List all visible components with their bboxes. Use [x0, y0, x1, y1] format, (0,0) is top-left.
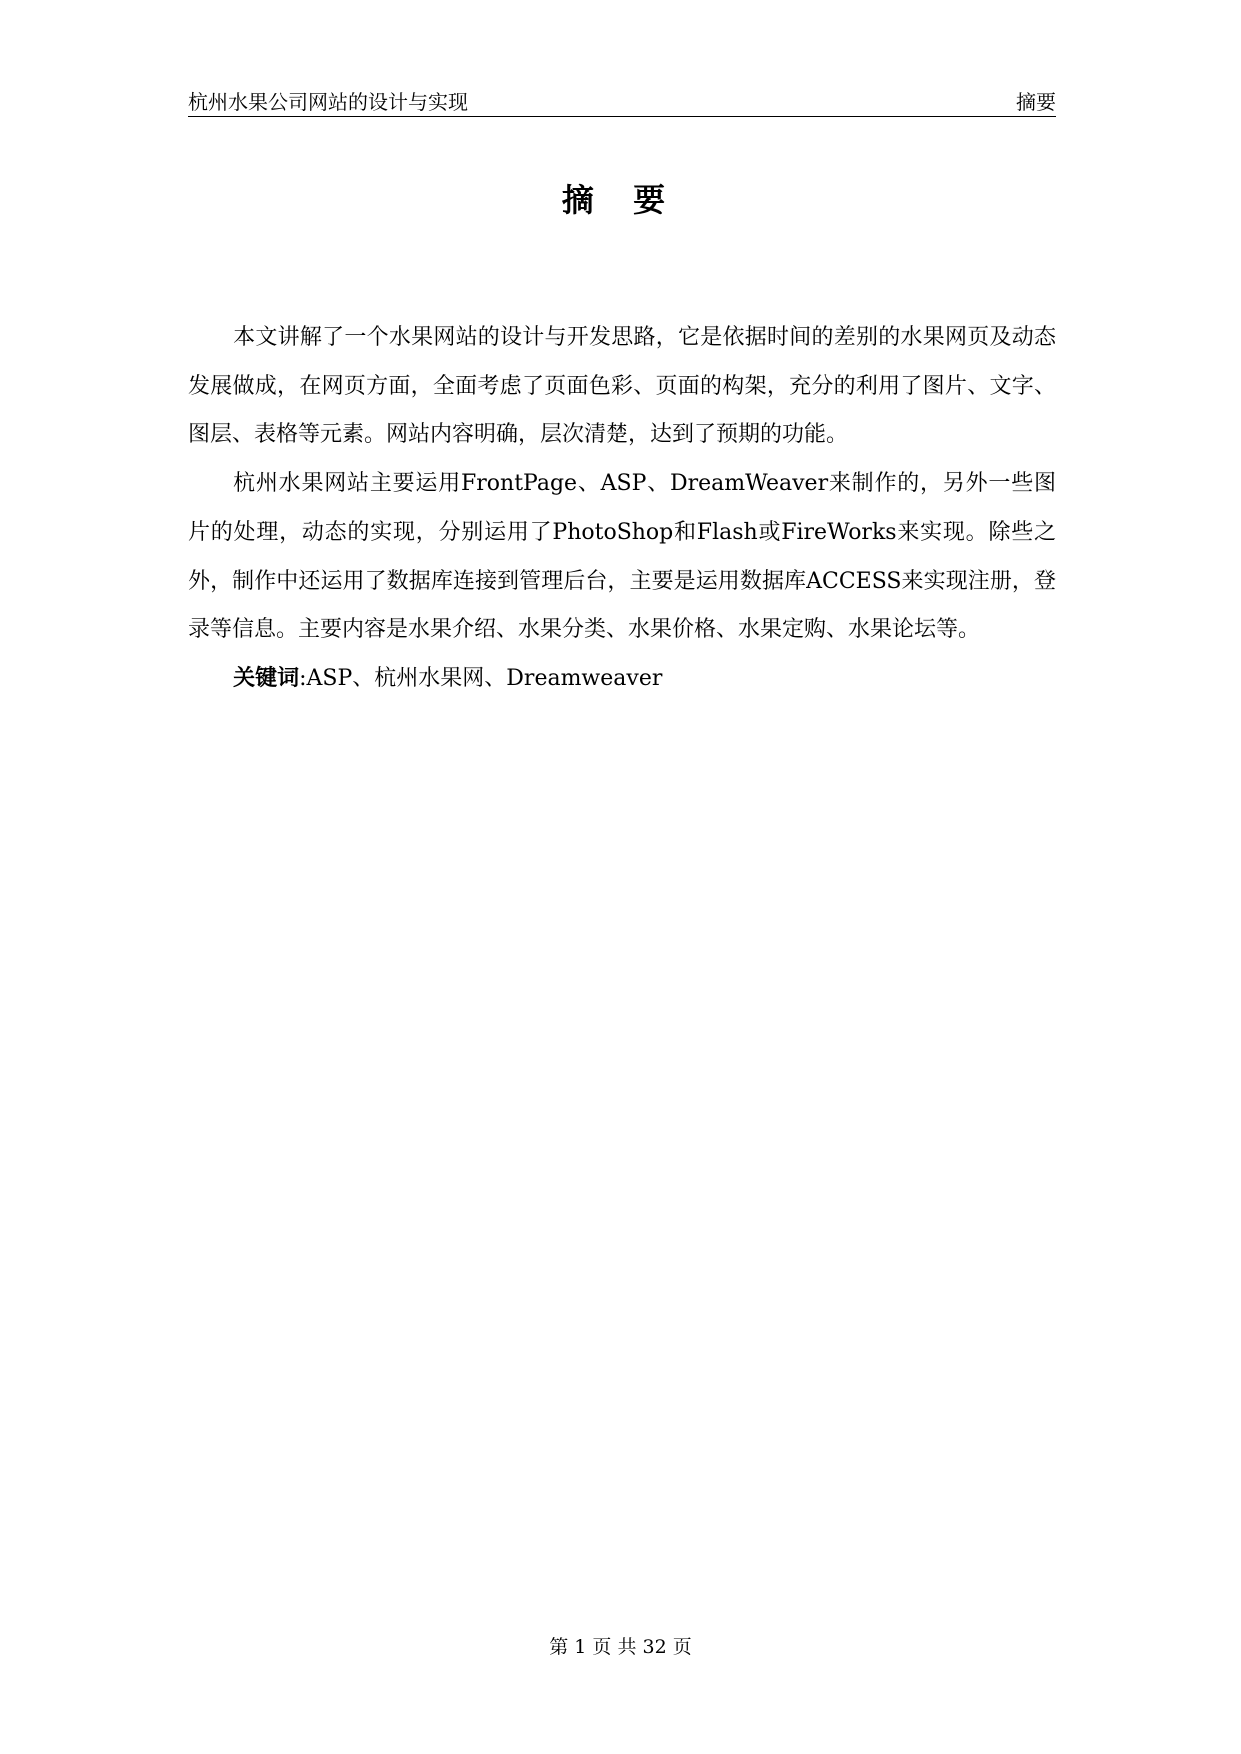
page-title: 摘 要	[561, 181, 680, 219]
abstract-paragraph-2: 杭州水果网站主要运用FrontPage、ASP、DreamWeaver来制作的，另外一些图片的处理，动态的实现，分别运用了PhotoShop和Flash或FireWorks来实现。除些之外，制作中还运用了数据库连接到管理后台，主要是运用数据库ACCESS来实现注册，登录等信息。主要内容是水果介绍、水果分类、水果价格、水果定购、水果论坛等。	[188, 471, 1056, 643]
abstract-body	[188, 314, 1056, 704]
header-document-title: 杭州水果公司网站的设计与实现	[188, 90, 468, 114]
keywords-line	[188, 655, 1056, 704]
abstract-paragraph-1: 本文讲解了一个水果网站的设计与开发思路，它是依据时间的差别的水果网页及动态发展做成，在网页方面，全面考虑了页面色彩、页面的构架，充分的利用了图片、文字、图层、表格等元素。网站内容明确，层次清楚，达到了预期的功能。	[188, 325, 1056, 448]
keywords-label: 关键词	[233, 665, 300, 691]
running-header	[188, 88, 1056, 117]
header-section-name: 摘要	[1016, 90, 1056, 114]
page-number-footer: 第 1 页 共 32 页	[549, 1636, 692, 1658]
keywords-value: :ASP、杭州水果网、Dreamweaver	[299, 665, 663, 691]
